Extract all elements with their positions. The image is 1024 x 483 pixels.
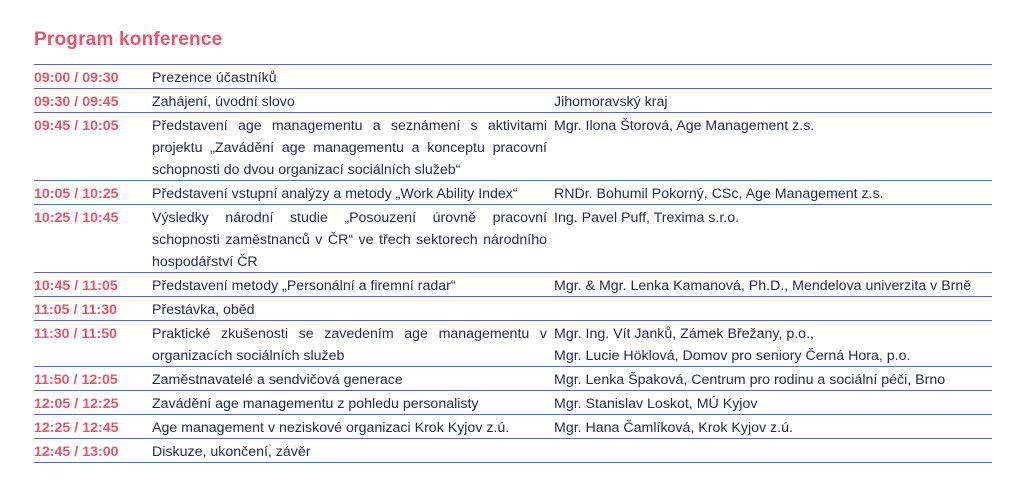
- session-speakers: [554, 323, 994, 367]
- session-topic: Přestávka, oběd: [152, 302, 255, 318]
- time-range: [34, 441, 146, 463]
- session-topic: Diskuze, ukončení, závěr: [152, 444, 311, 460]
- session-speakers: [554, 393, 994, 415]
- time-separator: /: [74, 444, 79, 460]
- program-table: [34, 64, 992, 463]
- program-row: [34, 320, 992, 366]
- end-time: 11:50: [81, 326, 117, 342]
- session-speakers: [554, 369, 994, 391]
- time-range: [34, 299, 146, 321]
- session-topic: Zaměstnavatelé a sendvičová generace: [152, 372, 403, 388]
- time-separator: /: [74, 278, 79, 294]
- end-time: 11:05: [82, 278, 118, 294]
- time-range: [34, 207, 146, 229]
- start-time: 10:45: [34, 278, 71, 294]
- speaker-name: Mgr. & Mgr. Lenka Kamanová, Ph.D., Mendelova univerzita v Brně: [554, 278, 972, 294]
- session-topic: Představení vstupní analýzy a metody „Work Ability Index“: [152, 186, 518, 202]
- start-time: 09:00: [34, 70, 71, 86]
- start-time: 12:25: [34, 420, 71, 436]
- time-separator: /: [73, 302, 78, 318]
- start-time: 09:30: [34, 94, 71, 110]
- page-title: Program konference: [34, 29, 223, 50]
- speaker-name: Mgr. Hana Čamlíková, Krok Kyjov z.ú.: [554, 420, 793, 436]
- session-speakers: [554, 275, 994, 297]
- time-separator: /: [74, 210, 79, 226]
- time-separator: /: [74, 94, 79, 110]
- end-time: 12:05: [81, 372, 118, 388]
- end-time: 12:25: [82, 396, 119, 412]
- session-topic: Představení metody „Personální a firemní radar“: [152, 278, 456, 294]
- program-row: [34, 414, 992, 438]
- end-time: 09:30: [82, 70, 119, 86]
- time-range: [34, 323, 146, 345]
- time-range: [34, 275, 146, 297]
- time-separator: /: [73, 372, 78, 388]
- start-time: 11:05: [34, 302, 70, 318]
- start-time: 12:45: [34, 444, 71, 460]
- speaker-name: Ing. Pavel Puff, Trexima s.r.o.: [554, 210, 740, 226]
- speaker-name: RNDr. Bohumil Pokorný, CSc, Age Management z.s.: [554, 186, 884, 202]
- end-time: 10:25: [82, 186, 119, 202]
- program-row: [34, 272, 992, 296]
- program-row: [34, 438, 992, 463]
- speaker-name: Mgr. Lenka Špaková, Centrum pro rodinu a sociální péči, Brno: [554, 372, 946, 388]
- time-separator: /: [73, 326, 78, 342]
- session-speakers: [554, 183, 994, 205]
- session-topic: Zavádění age managementu z pohledu personalisty: [152, 396, 479, 412]
- program-row: [34, 204, 992, 272]
- session-speakers: [554, 417, 994, 439]
- program-row: [34, 366, 992, 390]
- time-separator: /: [74, 70, 79, 86]
- speaker-name: Jihomoravský kraj: [554, 94, 668, 110]
- program-row: [34, 180, 992, 204]
- program-row: [34, 88, 992, 112]
- time-separator: /: [74, 420, 79, 436]
- program-row: [34, 64, 992, 88]
- time-separator: /: [74, 118, 79, 134]
- time-range: [34, 183, 146, 205]
- speaker-name: Mgr. Ilona Štorová, Age Management z.s.: [554, 118, 815, 134]
- end-time: 10:45: [82, 210, 119, 226]
- time-range: [34, 393, 146, 415]
- session-speakers: [554, 207, 994, 229]
- session-speakers: [554, 91, 994, 113]
- start-time: 12:05: [34, 396, 71, 412]
- end-time: 10:05: [82, 118, 119, 134]
- speaker-name: Mgr. Ing. Vít Janků, Zámek Břežany, p.o.,: [554, 326, 814, 342]
- session-topic: Představení age managementu a seznámení s aktivitami projektu „Zavádění age managementu a konceptu pracovní schopnosti do dvou organizací sociálních služeb“: [152, 118, 547, 178]
- start-time: 10:05: [34, 186, 71, 202]
- time-range: [34, 417, 146, 439]
- start-time: 11:30: [34, 326, 70, 342]
- speaker-name: Mgr. Stanislav Loskot, MÚ Kyjov: [554, 396, 758, 412]
- time-range: [34, 369, 146, 391]
- time-range: [34, 91, 146, 113]
- session-topic: Age management v neziskové organizaci Krok Kyjov z.ú.: [152, 420, 510, 436]
- time-separator: /: [74, 396, 79, 412]
- time-range: [34, 115, 146, 137]
- end-time: 11:30: [81, 302, 117, 318]
- session-topic: Výsledky národní studie „Posouzení úrovně pracovní schopnosti zaměstnanců v ČR“ ve třech sektorech národního hospodářství ČR: [152, 210, 547, 270]
- end-time: 13:00: [82, 444, 119, 460]
- session-topic: Zahájení, úvodní slovo: [152, 94, 295, 110]
- session-speakers: [554, 115, 994, 137]
- end-time: 09:45: [82, 94, 119, 110]
- speaker-name: Mgr. Lucie Höklová, Domov pro seniory Černá Hora, p.o.: [554, 348, 911, 364]
- program-row: [34, 390, 992, 414]
- program-row: [34, 112, 992, 180]
- program-row: [34, 296, 992, 320]
- session-topic: Prezence účastníků: [152, 70, 277, 86]
- end-time: 12:45: [82, 420, 119, 436]
- start-time: 09:45: [34, 118, 71, 134]
- time-range: [34, 67, 146, 89]
- start-time: 10:25: [34, 210, 71, 226]
- start-time: 11:50: [34, 372, 70, 388]
- time-separator: /: [74, 186, 79, 202]
- session-topic: Praktické zkušenosti se zavedením age managementu v organizacích sociálních služeb: [152, 326, 547, 364]
